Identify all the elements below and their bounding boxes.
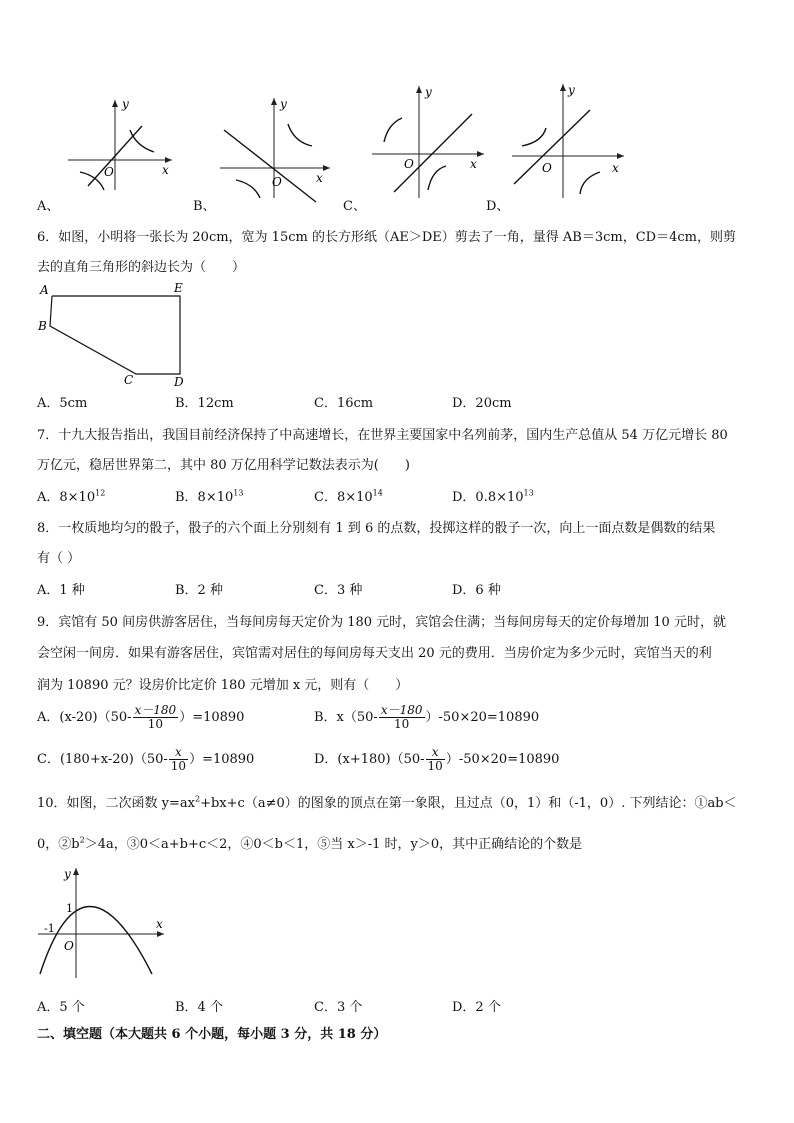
q10-option-d: D．2 个 (452, 1000, 501, 1015)
graph-c-x-label: x (470, 157, 477, 171)
graph-option-a (60, 94, 180, 194)
graph-a-x-label: x (162, 163, 169, 177)
q6-text-line1: 6．如图，小明将一张长为 20cm，宽为 15cm 的长方形纸（AE＞DE）剪去了一角，量得 AB＝3cm，CD＝4cm，则剪 (37, 230, 736, 245)
graph-a-y-label: y (122, 97, 129, 111)
q6-option-a: A．5cm (37, 396, 88, 411)
q10-text-line1: 10．如图，二次函数 $y=ax^2+bx+c(a\ne 0)$的图象的顶点在第一象限，且过点（0，1）和（-1，0）. 下列结论：①ab＜ (37, 794, 737, 811)
q5-option-b: B、 (193, 199, 216, 214)
q9-text-line1: 9．宾馆有 50 间房供游客居住，当每间房每天定价为 180 元时，宾馆会住满；当每间房每天的定价每增加 10 元时，就 (37, 615, 726, 630)
graph-option-d (508, 80, 633, 200)
q6-label-e: E (174, 281, 183, 295)
q10-neg-one-label: -1 (44, 922, 55, 935)
graph-option-c (368, 80, 493, 200)
q8-option-c: C．3 种 (314, 583, 363, 598)
q9-option-d: D．(x+180)（50- $\frac{x}{10}$ ）-50×20=10890 (314, 745, 560, 773)
q6-label-d: D (174, 375, 184, 389)
graph-option-b (212, 94, 337, 204)
q9-text-line3: 润为 10890 元？设房价比定价 180 元增加 x 元，则有（ ） (37, 678, 409, 693)
q8-option-b: B．2 种 (175, 583, 223, 598)
q8-text-line1: 8．一枚质地均匀的骰子，骰子的六个面上分别刻有 1 到 6 的点数，投掷这样的骰子一次，向上一面点数是偶数的结果 (37, 521, 716, 536)
q8-option-d: D．6 种 (452, 583, 501, 598)
q6-option-c: C．16cm (314, 396, 374, 411)
q10-text-line2: 0，$②b^2>4a$，③0＜a+b+c＜2，④0＜b＜1，⑤当 x＞-1 时，y＞0，其中正确结论的个数是 (37, 835, 583, 852)
q6-option-b: B．12cm (175, 396, 234, 411)
q10-option-c: C．3 个 (314, 1000, 363, 1015)
graph-d-x-label: x (612, 161, 619, 175)
q6-figure (34, 280, 194, 390)
graph-c-origin-label: O (404, 157, 414, 171)
q7-text-line1: 7．十九大报告指出，我国目前经济保持了中高速增长，在世界主要国家中名列前茅，国内生产总值从 54 万亿元增长 80 (37, 428, 728, 443)
graph-b-y-label: y (280, 97, 287, 111)
graph-c-y-label: y (425, 85, 432, 99)
q9-option-b: B．x（50- $\frac{x-180}{10}$ ）-50×20=10890 (314, 703, 540, 731)
q7-option-c: C．$8\times 10^{14}$ (314, 488, 383, 505)
q5-option-a: A、 (37, 199, 60, 214)
q10-option-a: A．5 个 (37, 1000, 85, 1015)
q5-option-d: D、 (486, 199, 510, 214)
q7-option-d: D．$0.8\times 10^{13}$ (452, 488, 534, 505)
q10-parabola-figure (34, 864, 174, 980)
graph-d-origin-label: O (542, 161, 552, 175)
q7-option-a: A．$8\times 10^{12}$ (37, 488, 106, 505)
q9-text-line2: 会空闲一间房．如果有游客居住，宾馆需对居住的每间房每天支出 20 元的费用．当房价定为多少元时，宾馆当天的利 (37, 646, 712, 661)
q10-origin-label: O (64, 939, 74, 953)
q7-text-line2: 万亿元，稳居世界第二，其中 80 万亿用科学记数法表示为( ) (37, 458, 410, 473)
q9-option-a: A．(x-20)（50- $\frac{x-180}{10}$ ）=10890 (37, 703, 245, 731)
q8-option-a: A．1 种 (37, 583, 85, 598)
section-heading-fill-in: 二、填空题（本大题共 6 个小题，每小题 3 分，共 18 分） (37, 1027, 387, 1042)
graph-b-origin-label: O (272, 175, 282, 189)
q10-y-label: y (64, 867, 71, 881)
q10-one-label: 1 (66, 902, 73, 915)
q10-x-label: x (156, 917, 163, 931)
q7-option-b: B．$8\times 10^{13}$ (175, 488, 244, 505)
q5-option-c: C、 (343, 199, 366, 214)
q6-label-c: C (124, 373, 134, 387)
q8-text-line2: 有（ ） (37, 551, 81, 566)
q9-option-c: C．(180+x-20)（50- $\frac{x}{10}$ ）=10890 (37, 745, 255, 773)
graph-a-origin-label: O (104, 165, 114, 179)
q6-label-a: A (40, 283, 49, 297)
q6-option-d: D．20cm (452, 396, 512, 411)
q6-text-line2: 去的直角三角形的斜边长为（ ） (37, 260, 246, 275)
graph-b-x-label: x (316, 171, 323, 185)
graph-d-y-label: y (568, 83, 575, 97)
q6-label-b: B (38, 319, 47, 333)
q10-option-b: B．4 个 (175, 1000, 223, 1015)
